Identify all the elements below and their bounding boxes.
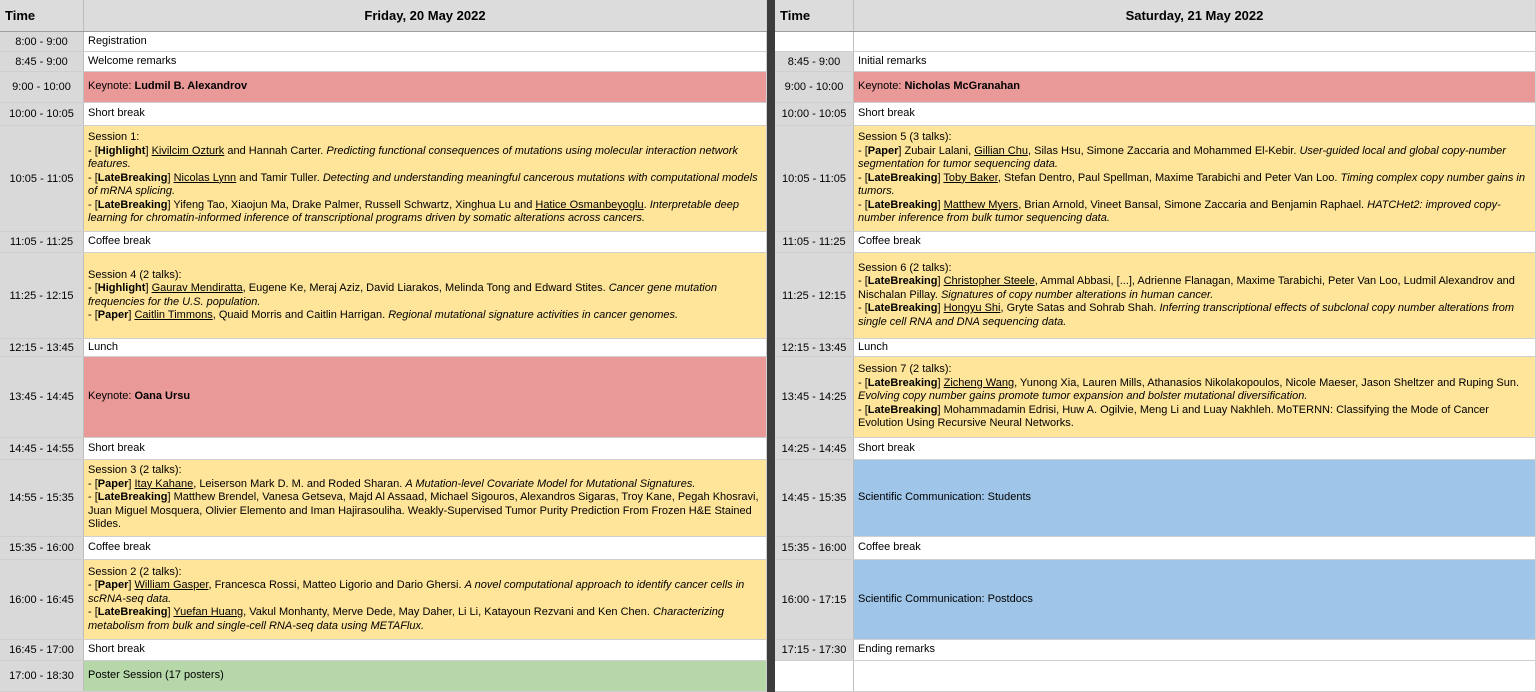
text-segment: - [ [88, 198, 98, 211]
text-segment: ] [937, 198, 944, 211]
event-line [858, 275, 1531, 302]
event-cell[interactable] [854, 438, 1536, 459]
text-segment: Coffee break [88, 235, 151, 248]
text-segment: Scientific Communication: Students [858, 491, 1032, 504]
text-segment: - [ [858, 171, 868, 184]
schedule-row [775, 438, 1536, 460]
text-segment: ] [937, 302, 944, 315]
session-cell[interactable] [84, 560, 767, 639]
event-text [88, 35, 762, 49]
friday-schedule [0, 0, 767, 692]
event-text [858, 235, 1531, 249]
bold-label: LateBreaking [97, 198, 168, 211]
time-header[interactable]: Time [0, 0, 84, 31]
time-cell[interactable]: 14:45 - 14:55 [0, 438, 84, 459]
time-cell[interactable] [775, 32, 854, 51]
text-segment: Session 3 (2 talks): [88, 464, 182, 477]
date-header[interactable]: Friday, 20 May 2022 [84, 0, 767, 31]
event-line [88, 491, 762, 532]
session-cell[interactable] [854, 253, 1536, 338]
event-text [858, 442, 1531, 456]
event-text [858, 593, 1531, 607]
time-cell[interactable] [775, 661, 854, 691]
event-cell[interactable] [84, 32, 767, 51]
event-text [858, 491, 1531, 505]
text-segment: ] [167, 606, 174, 619]
text-segment: and Tamir Tuller. [236, 171, 323, 184]
schedule-row [0, 357, 767, 438]
text-segment: Predicting functional consequences of mutations using molecular interaction network features. [88, 144, 738, 171]
event-line [88, 390, 762, 404]
event-cell[interactable] [84, 438, 767, 459]
time-cell[interactable]: 12:15 - 13:45 [775, 339, 854, 356]
text-segment: - [ [858, 198, 868, 211]
time-cell[interactable]: 14:55 - 15:35 [0, 460, 84, 536]
presenter-name: Gillian Chu [974, 144, 1028, 157]
text-segment: Session 6 (2 talks): [858, 261, 952, 274]
time-cell[interactable]: 16:45 - 17:00 [0, 640, 84, 660]
column-header [0, 0, 767, 32]
event-line [858, 363, 1531, 377]
text-segment: Session 5 (3 talks): [858, 131, 952, 144]
schedule-row [0, 560, 767, 640]
text-segment: - [ [88, 309, 98, 321]
presenter-name: Matthew Myers [943, 198, 1019, 211]
text-segment: User-guided local and global copy-number segmentation for tumor sequencing data. [858, 144, 1506, 171]
schedule-row [775, 72, 1536, 103]
time-header[interactable]: Time [775, 0, 854, 31]
event-text [88, 107, 762, 121]
schedule-row [775, 52, 1536, 72]
presenter-name: Hongyu Shi [943, 302, 1001, 315]
text-segment: , Silas Hsu, Simone Zaccaria and Mohammed El-Kebir. [1028, 144, 1300, 157]
event-cell[interactable] [854, 52, 1536, 71]
text-segment: , Eugene Ke, Meraj Aziz, David Liarakos, Melinda Tong and Edward Stites. [242, 282, 609, 294]
schedule-row [0, 72, 767, 103]
schedule-row [0, 103, 767, 126]
event-text [88, 643, 762, 657]
bold-label: Paper [867, 144, 899, 157]
event-text [858, 107, 1531, 121]
schedule-row [775, 126, 1536, 232]
event-cell[interactable] [854, 232, 1536, 252]
time-cell[interactable]: 8:45 - 9:00 [775, 52, 854, 71]
text-segment: , Brian Arnold, Vineet Bansal, Simone Zaccaria and Benjamin Raphael. [1018, 198, 1368, 211]
text-segment: Regional mutational signature activities in cancer genomes. [388, 309, 679, 321]
event-line [858, 55, 1531, 69]
event-line [88, 669, 762, 683]
event-cell[interactable] [854, 32, 1536, 51]
session-cell[interactable] [854, 357, 1536, 437]
presenter-name: Itay Kahane [134, 477, 194, 490]
event-line [88, 341, 762, 355]
bold-label: Highlight [97, 144, 146, 157]
schedule-row [775, 640, 1536, 661]
event-line [858, 643, 1531, 657]
text-segment: Poster Session (17 posters) [88, 669, 224, 682]
event-cell[interactable] [84, 103, 767, 125]
event-text [858, 363, 1531, 431]
event-line [88, 235, 762, 249]
text-segment: Lunch [858, 340, 888, 353]
schedule-row [775, 253, 1536, 339]
text-segment: Evolving copy number gains promote tumor expansion and bolster mutational diversification. [858, 390, 1308, 403]
schedule-row [775, 357, 1536, 438]
text-segment: ] [167, 171, 174, 184]
bold-label: LateBreaking [867, 302, 938, 315]
presenter-name: Gaurav Mendiratta [151, 282, 243, 294]
schedule-row [775, 537, 1536, 560]
event-line [858, 80, 1531, 94]
event-line [858, 131, 1531, 145]
text-segment: Scientific Communication: Postdocs [858, 592, 1033, 605]
date-header[interactable]: Saturday, 21 May 2022 [854, 0, 1536, 31]
text-segment: - [ [88, 579, 98, 592]
text-segment: ] [937, 275, 944, 288]
event-text [88, 235, 762, 249]
schedule-row [0, 253, 767, 339]
presenter-name: Caitlin Timmons [134, 309, 213, 321]
text-segment: - [ [858, 302, 868, 315]
text-segment: Short break [88, 441, 145, 454]
bold-label: Oana Ursu [134, 390, 191, 403]
event-text [858, 541, 1531, 555]
schedule-row [775, 460, 1536, 537]
event-line [88, 478, 762, 492]
time-cell[interactable]: 8:00 - 9:00 [0, 32, 84, 51]
time-cell[interactable]: 14:45 - 15:35 [775, 460, 854, 536]
event-line [858, 593, 1531, 607]
time-cell[interactable]: 10:05 - 11:05 [775, 126, 854, 231]
event-line [88, 199, 762, 226]
bold-label: LateBreaking [97, 606, 168, 619]
text-segment: Session 7 (2 talks): [858, 363, 952, 376]
event-line [858, 262, 1531, 276]
bold-label: LateBreaking [867, 275, 938, 288]
text-segment: - [ [88, 606, 98, 619]
text-segment: , Francesca Rossi, Matteo Ligorio and Dario Ghersi. [208, 579, 465, 592]
text-segment: Short break [858, 441, 915, 454]
event-line [858, 541, 1531, 555]
text-segment: - [ [858, 376, 868, 389]
event-line [88, 145, 762, 172]
schedule-row [0, 339, 767, 357]
event-cell[interactable] [854, 640, 1536, 660]
event-text [88, 669, 762, 683]
time-cell[interactable]: 8:45 - 9:00 [0, 52, 84, 71]
text-segment: , Yunong Xia, Lauren Mills, Athanasios Nikolakopoulos, Nicole Maeser, Jason Sheltzer and Ruping Sun. [1014, 376, 1520, 389]
event-text [858, 643, 1531, 657]
text-segment: Interpretable deep learning for chromatin-informed inference of transcriptional programs driven by somatic alterations across cancers. [88, 198, 740, 225]
keynote-cell[interactable] [854, 72, 1536, 102]
time-cell[interactable]: 12:15 - 13:45 [0, 339, 84, 356]
bold-label: Highlight [97, 282, 146, 294]
event-line [88, 269, 762, 283]
schedule-row [0, 32, 767, 52]
time-cell[interactable]: 13:45 - 14:45 [0, 357, 84, 437]
event-text [88, 464, 762, 532]
event-line [858, 341, 1531, 355]
event-text [88, 341, 762, 355]
text-segment: ] Mohammadamin Edrisi, Huw A. Ogilvie, Meng Li and Luay Nakhleh. MoTERNN: Classifying the Mode of Cancer Evolution Using Recursive Neural Networks. [858, 403, 1489, 430]
event-line [88, 35, 762, 49]
scicom-cell[interactable] [854, 560, 1536, 639]
text-segment: Coffee break [88, 541, 151, 554]
time-cell[interactable]: 15:35 - 16:00 [775, 537, 854, 559]
text-segment: Coffee break [858, 235, 921, 248]
text-segment: Short break [858, 107, 915, 120]
text-segment: - [ [88, 144, 98, 157]
text-segment: ] [145, 282, 152, 294]
text-segment: , Ammal Abbasi, [...], Adrienne Flanagan, Maxime Tarabichi, Peter Van Loo, Ludmil Alexandrov and Nischalan Pillay. [858, 275, 1515, 301]
event-line [88, 282, 762, 309]
session-cell[interactable] [84, 126, 767, 231]
text-segment: ] [937, 171, 944, 184]
event-text [858, 55, 1531, 69]
event-line [88, 55, 762, 69]
event-cell[interactable] [854, 661, 1536, 691]
event-text [88, 80, 762, 94]
schedule-row [0, 438, 767, 460]
text-segment: ] [937, 376, 944, 389]
text-segment: Welcome remarks [88, 54, 177, 67]
text-segment: Coffee break [858, 541, 921, 554]
bold-label: Paper [97, 309, 129, 321]
presenter-name: Kivilcim Ozturk [151, 144, 225, 157]
time-cell[interactable]: 14:25 - 14:45 [775, 438, 854, 459]
scicom-cell[interactable] [854, 460, 1536, 536]
time-cell[interactable]: 10:00 - 10:05 [775, 103, 854, 125]
text-segment: , Vakul Monhanty, Merve Dede, May Daher, Li Li, Katayoun Rezvani and Ken Chen. [243, 606, 654, 619]
text-segment: - [ [88, 477, 98, 490]
time-cell[interactable]: 11:25 - 12:15 [0, 253, 84, 338]
bold-label: Paper [97, 579, 129, 592]
event-line [858, 491, 1531, 505]
presenter-name: Toby Baker [943, 171, 998, 184]
text-segment: . [643, 198, 650, 211]
text-segment: Session 1: [88, 131, 140, 144]
time-cell[interactable]: 15:35 - 16:00 [0, 537, 84, 559]
time-cell[interactable]: 11:05 - 11:25 [0, 232, 84, 252]
bold-label: Ludmil B. Alexandrov [134, 80, 248, 93]
schedule-row [0, 537, 767, 560]
event-line [858, 404, 1531, 431]
text-segment: ] [128, 309, 135, 321]
presenter-name: William Gasper [134, 579, 209, 592]
time-cell[interactable]: 9:00 - 10:00 [775, 72, 854, 102]
time-cell[interactable]: 13:45 - 14:25 [775, 357, 854, 437]
text-segment: - [ [858, 275, 868, 288]
bold-label: LateBreaking [97, 491, 168, 504]
text-segment: HATCHet2: improved copy-number inference from bulk tumor sequencing data. [858, 198, 1501, 225]
time-cell[interactable]: 11:05 - 11:25 [775, 232, 854, 252]
schedule-row [0, 232, 767, 253]
event-text [88, 390, 762, 404]
text-segment: A novel computational approach to identify cancer cells in scRNA-seq data. [88, 579, 745, 605]
event-text [88, 566, 762, 634]
text-segment: ] Zubair Lalani, [898, 144, 975, 157]
time-cell[interactable]: 17:00 - 18:30 [0, 661, 84, 691]
event-text [88, 269, 762, 323]
text-segment: , Leiserson Mark D. M. and Roded Sharan. [193, 477, 406, 490]
event-cell[interactable] [84, 339, 767, 356]
event-cell[interactable] [84, 52, 767, 71]
event-line [858, 377, 1531, 404]
schedule-row [775, 661, 1536, 692]
schedule-row [0, 52, 767, 72]
event-text [858, 80, 1531, 94]
text-segment: - [ [88, 282, 98, 294]
time-cell[interactable]: 10:00 - 10:05 [0, 103, 84, 125]
time-cell[interactable]: 17:15 - 17:30 [775, 640, 854, 660]
text-segment: ] [128, 579, 135, 592]
event-line [858, 302, 1531, 329]
event-line [88, 442, 762, 456]
event-line [88, 131, 762, 145]
text-segment: Signatures of copy number alterations in human cancer. [940, 288, 1214, 301]
session-cell[interactable] [84, 253, 767, 338]
event-line [88, 464, 762, 478]
text-segment: Keynote: [88, 390, 135, 403]
text-segment: - [ [88, 171, 98, 184]
event-line [858, 199, 1531, 226]
event-line [858, 442, 1531, 456]
schedule-row [775, 232, 1536, 253]
text-segment: , Stefan Dentro, Paul Spellman, Maxime Tarabichi and Peter Van Loo. [997, 171, 1341, 184]
time-cell[interactable]: 16:00 - 17:15 [775, 560, 854, 639]
text-segment: Cancer gene mutation frequencies for the U.S. population. [88, 282, 717, 308]
presenter-name: Hatice Osmanbeyoglu [535, 198, 644, 211]
text-segment: Short break [88, 643, 145, 656]
event-line [88, 172, 762, 199]
text-segment: and Hannah Carter. [224, 144, 327, 157]
schedule-row [775, 560, 1536, 640]
event-line [858, 235, 1531, 249]
text-segment: Detecting and understanding meaningful cancerous mutations with computational models of mRNA splicing. [88, 171, 758, 198]
event-line [858, 172, 1531, 199]
time-cell[interactable]: 9:00 - 10:00 [0, 72, 84, 102]
bold-label: LateBreaking [867, 171, 938, 184]
event-line [88, 566, 762, 580]
bold-label: LateBreaking [97, 171, 168, 184]
event-cell[interactable] [84, 537, 767, 559]
bold-label: Paper [97, 477, 129, 490]
text-segment: Session 2 (2 talks): [88, 565, 182, 578]
text-segment: Lunch [88, 340, 118, 353]
event-line [858, 145, 1531, 172]
text-segment: , Quaid Morris and Caitlin Harrigan. [212, 309, 389, 321]
time-cell[interactable]: 10:05 - 11:05 [0, 126, 84, 231]
event-line [88, 606, 762, 633]
event-line [88, 579, 762, 606]
schedule-row [0, 126, 767, 232]
presenter-name: Christopher Steele [943, 275, 1035, 288]
event-line [88, 80, 762, 94]
schedule-row [0, 640, 767, 661]
bold-label: LateBreaking [867, 198, 938, 211]
column-header [775, 0, 1536, 32]
poster-cell[interactable] [84, 661, 767, 691]
event-text [88, 131, 762, 226]
text-segment: ] [128, 477, 135, 490]
event-text [88, 55, 762, 69]
text-segment: Timing complex copy number gains in tumors. [858, 171, 1525, 198]
text-segment: - [ [858, 403, 868, 416]
schedule-row [775, 32, 1536, 52]
keynote-cell[interactable] [84, 357, 767, 437]
presenter-name: Nicolas Lynn [173, 171, 237, 184]
bold-label: LateBreaking [867, 403, 938, 416]
event-line [88, 541, 762, 555]
text-segment: Ending remarks [858, 643, 936, 656]
event-line [88, 107, 762, 121]
text-segment: Short break [88, 107, 145, 120]
text-segment: Keynote: [858, 80, 905, 93]
event-cell[interactable] [854, 339, 1536, 356]
event-line [88, 643, 762, 657]
schedule-row [775, 339, 1536, 357]
event-text [858, 131, 1531, 226]
bold-label: LateBreaking [867, 376, 938, 389]
bold-label: Nicholas McGranahan [904, 80, 1021, 93]
text-segment: , Gryte Satas and Sohrab Shah. [1000, 302, 1160, 315]
text-segment: ] Yifeng Tao, Xiaojun Ma, Drake Palmer, Russell Schwartz, Xinghua Lu and [167, 198, 536, 211]
text-segment: A Mutation-level Covariate Model for Mutational Signatures. [405, 477, 696, 490]
schedule-row [0, 661, 767, 692]
presenter-name: Zicheng Wang [943, 376, 1015, 389]
session-cell[interactable] [854, 126, 1536, 231]
text-segment: ] [145, 144, 152, 157]
text-segment: Initial remarks [858, 54, 927, 67]
event-cell[interactable] [84, 232, 767, 252]
event-cell[interactable] [84, 640, 767, 660]
event-text [88, 541, 762, 555]
event-line [858, 107, 1531, 121]
event-text [858, 341, 1531, 355]
time-cell[interactable]: 11:25 - 12:15 [775, 253, 854, 338]
session-cell[interactable] [84, 460, 767, 536]
text-segment: Session 4 (2 talks): [88, 268, 182, 281]
event-cell[interactable] [854, 537, 1536, 559]
text-segment: - [ [88, 491, 98, 504]
time-cell[interactable]: 16:00 - 16:45 [0, 560, 84, 639]
text-segment: Keynote: [88, 80, 135, 93]
event-text [88, 442, 762, 456]
text-segment: Characterizing metabolism from bulk and single-cell RNA-seq data using METAFlux. [88, 606, 724, 632]
event-text [858, 262, 1531, 330]
schedule-row [775, 103, 1536, 126]
schedule-row [0, 460, 767, 537]
text-segment: - [ [858, 144, 868, 157]
text-segment: Inferring transcriptional effects of subclonal copy number alterations from single cell RNA and DNA sequencing data. [858, 302, 1515, 328]
keynote-cell[interactable] [84, 72, 767, 102]
text-segment: ] Matthew Brendel, Vanesa Getseva, Majd Al Assaad, Michael Sigouros, Alexandros Sigaras, Troy Kane, Pegah Khosravi, Juan Miguel Mosquera, Olivier Elemento and Iman Hajirasouliha. Weakly-Supervised Tumor Purity Prediction From Frozen H&E Stained Slides. [88, 491, 759, 531]
event-cell[interactable] [854, 103, 1536, 125]
presenter-name: Yuefan Huang [173, 606, 244, 619]
event-line [88, 309, 762, 323]
column-divider[interactable] [767, 0, 775, 692]
saturday-schedule [775, 0, 1536, 692]
text-segment: Registration [88, 34, 147, 47]
